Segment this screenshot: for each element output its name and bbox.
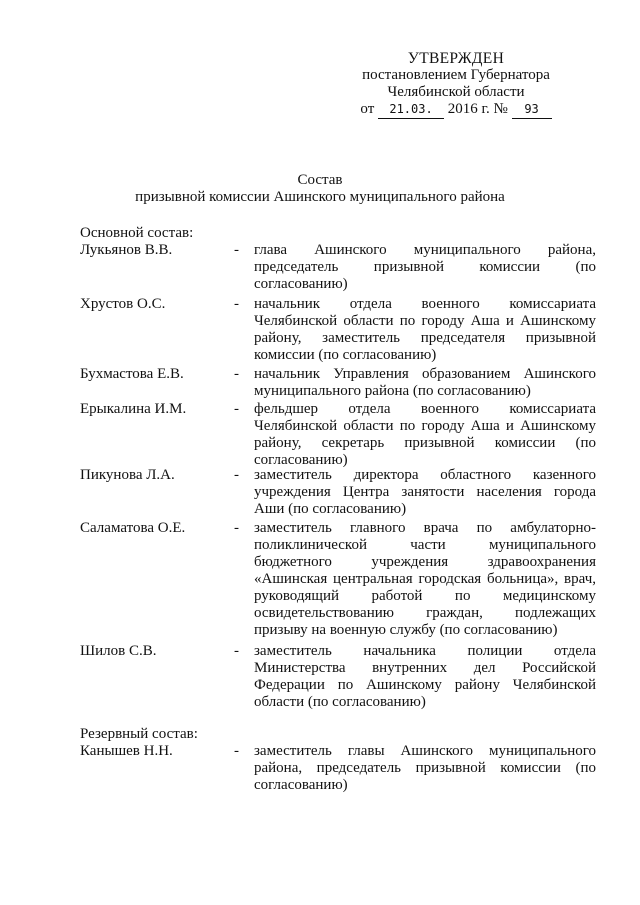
handwritten-number: 93 <box>512 101 552 119</box>
member-dash: - <box>234 296 239 312</box>
member-role: фельдшер отдела военного комиссариата Челябинской области по городу Аша и Ашинскому району, секретарь призывной комиссии (по согласованию) <box>254 401 596 468</box>
document-title <box>0 172 640 206</box>
member-dash: - <box>234 401 239 417</box>
title-line-1: Состав <box>297 172 343 188</box>
approval-block <box>326 50 586 119</box>
member-role: начальник Управления образованием Ашинского муниципального района (по согласованию) <box>254 366 596 399</box>
member-dash: - <box>234 467 239 483</box>
approval-line-1: постановлением Губернатора <box>362 67 550 83</box>
member-name: Хрустов О.С. <box>80 296 166 312</box>
member-role: заместитель главного врача по амбулаторно-поликлинической части муниципального бюджетного учреждения здравоохранения «Ашинская центральная городская больница», врач, руководящий работой по медицинскому освидетельствованию граждан, подлежащих призыву на военную службу (по согласованию) <box>254 520 596 638</box>
title-line-2: призывной комиссии Ашинского муниципального района <box>135 189 505 205</box>
member-role: начальник отдела военного комиссариата Челябинской области по городу Аша и Ашинскому району, заместитель председателя призывной комиссии (по согласованию) <box>254 296 596 363</box>
member-dash: - <box>234 743 239 759</box>
member-name: Саламатова О.Е. <box>80 520 186 536</box>
approval-date-line <box>360 101 551 119</box>
member-name: Пикунова Л.А. <box>80 467 175 483</box>
approval-line-2: Челябинской области <box>387 84 525 100</box>
member-name: Лукьянов В.В. <box>80 242 173 258</box>
member-dash: - <box>234 643 239 659</box>
member-name: Ерыкалина И.М. <box>80 401 187 417</box>
approval-heading: УТВЕРЖДЕН <box>407 50 505 67</box>
member-dash: - <box>234 242 239 258</box>
member-dash: - <box>234 520 239 536</box>
main-section-label: Основной состав: <box>80 225 194 241</box>
member-role: заместитель главы Ашинского муниципального района, председатель призывной комиссии (по согласованию) <box>254 743 596 793</box>
member-role: глава Ашинского муниципального района, председатель призывной комиссии (по согласованию) <box>254 242 596 292</box>
member-name: Шилов С.В. <box>80 643 157 659</box>
member-role: заместитель начальника полиции отдела Министерства внутренних дел Российской Федерации по Ашинскому району Челябинской области (по согласованию) <box>254 643 596 710</box>
year-text: 2016 г. № <box>447 101 508 117</box>
member-role: заместитель директора областного казенного учреждения Центра занятости населения города Аши (по согласованию) <box>254 467 596 517</box>
member-name: Канышев Н.Н. <box>80 743 173 759</box>
date-prefix: от <box>360 101 375 117</box>
member-name: Бухмастова Е.В. <box>80 366 184 382</box>
handwritten-date: 21.03. <box>378 101 444 119</box>
member-dash: - <box>234 366 239 382</box>
reserve-section-label: Резервный состав: <box>80 726 198 742</box>
